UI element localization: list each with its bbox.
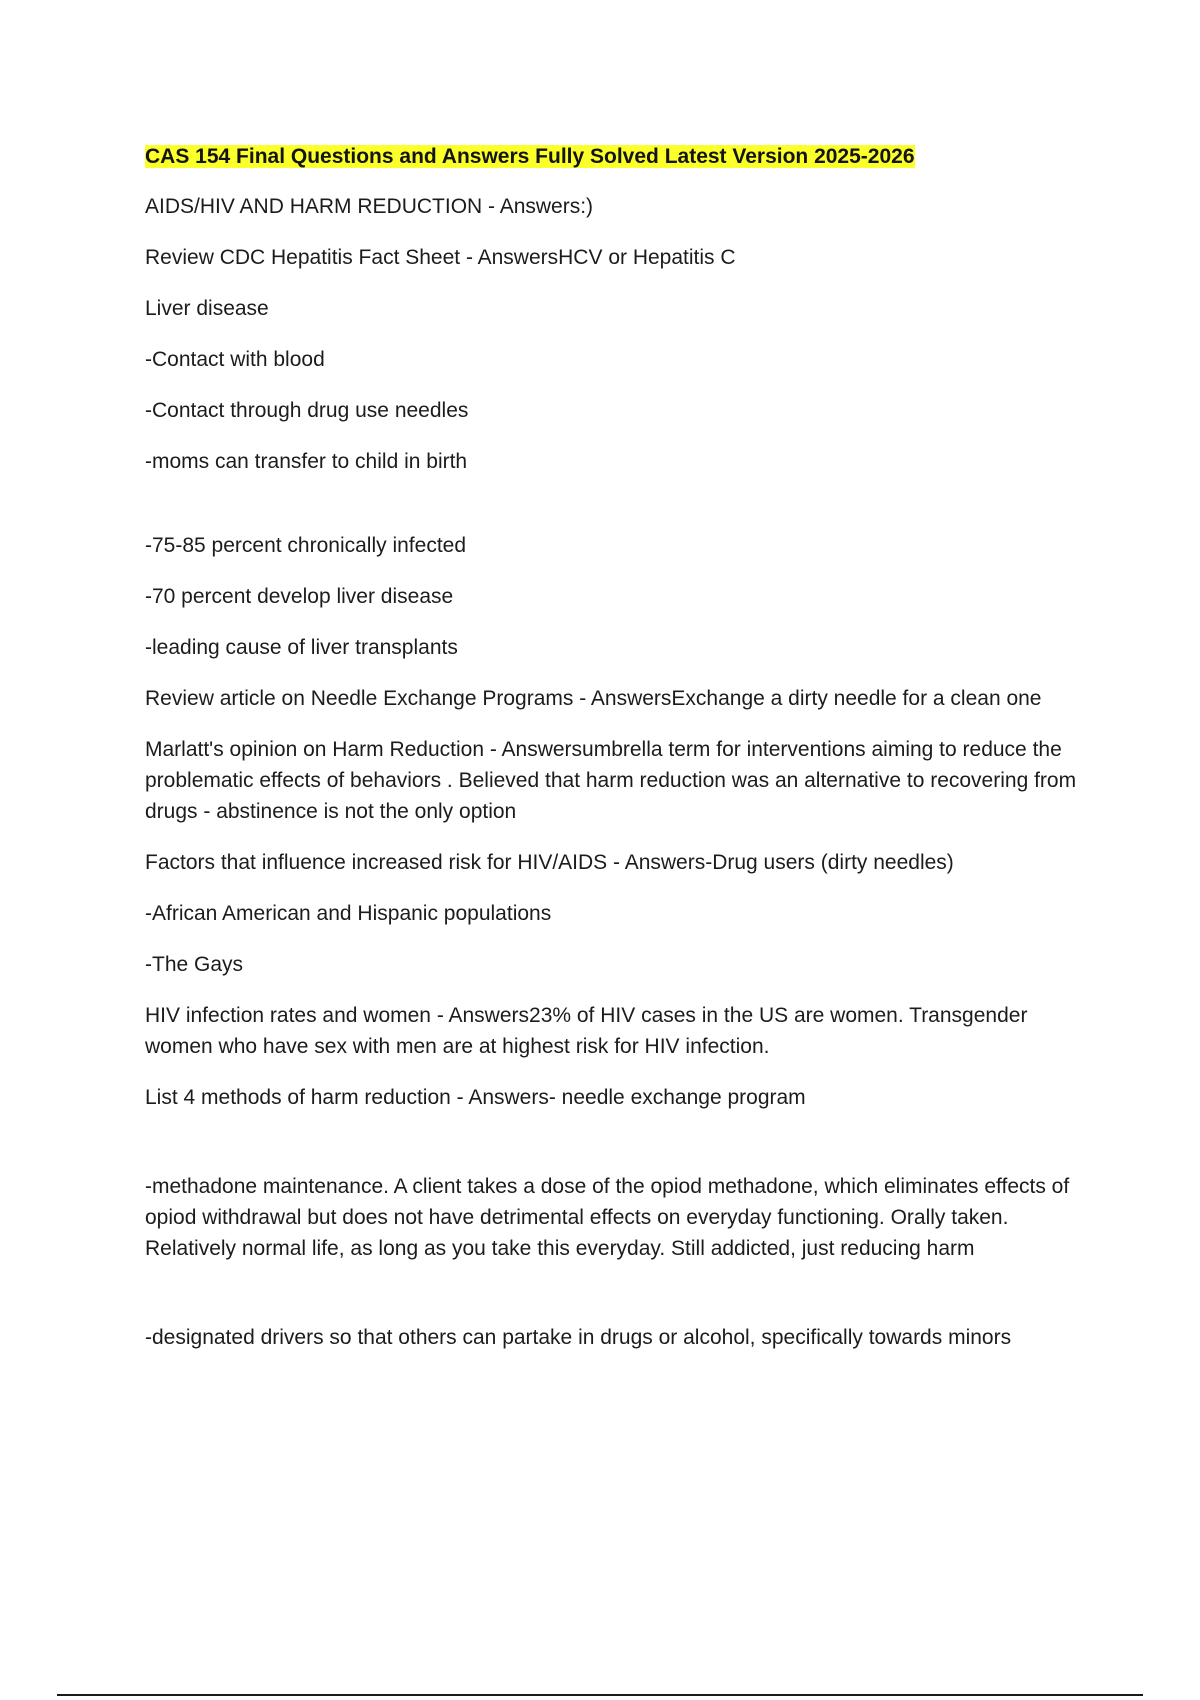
paragraph: -Contact with blood (145, 348, 325, 371)
footer-divider (57, 1694, 1143, 1696)
paragraph: Factors that influence increased risk for HIV/AIDS - Answers-Drug users (dirty needles) (145, 851, 954, 874)
paragraph: AIDS/HIV AND HARM REDUCTION - Answers:) (145, 195, 594, 218)
paragraph: -moms can transfer to child in birth (145, 450, 468, 473)
paragraph: HIV infection rates and women - Answers23% of HIV cases in the US are women. Transgender women who have sex with men are at highest risk for HIV infection. (145, 1004, 1028, 1058)
document-title: CAS 154 Final Questions and Answers Fully Solved Latest Version 2025-2026 (145, 145, 915, 168)
paragraph: -70 percent develop liver disease (145, 585, 454, 608)
document-body (145, 143, 1095, 1373)
paragraph: Marlatt's opinion on Harm Reduction - Answersumbrella term for interventions aiming to reduce the problematic effects of behaviors . Believed that harm reduction was an alternative to recovering from drugs - abstinence is not the only option (145, 738, 1077, 823)
paragraph: -leading cause of liver transplants (145, 636, 458, 659)
paragraph: Liver disease (145, 297, 269, 320)
paragraph: Review CDC Hepatitis Fact Sheet - AnswersHCV or Hepatitis C (145, 246, 736, 269)
paragraph: -The Gays (145, 953, 244, 976)
paragraph: -African American and Hispanic populations (145, 902, 552, 925)
paragraph: Review article on Needle Exchange Programs - AnswersExchange a dirty needle for a clean one (145, 687, 1042, 710)
paragraph: -75-85 percent chronically infected (145, 534, 467, 557)
paragraph: List 4 methods of harm reduction - Answers- needle exchange program (145, 1086, 806, 1109)
paragraph: -designated drivers so that others can partake in drugs or alcohol, specifically towards minors (145, 1326, 1012, 1349)
paragraph: -methadone maintenance. A client takes a dose of the opiod methadone, which eliminates effects of opiod withdrawal but does not have detrimental effects on everyday functioning. Orally taken. Relatively normal life, as long as you take this everyday. Still addicted, just reducing harm (145, 1175, 1070, 1260)
title-block (145, 143, 1095, 172)
paragraph: -Contact through drug use needles (145, 399, 469, 422)
